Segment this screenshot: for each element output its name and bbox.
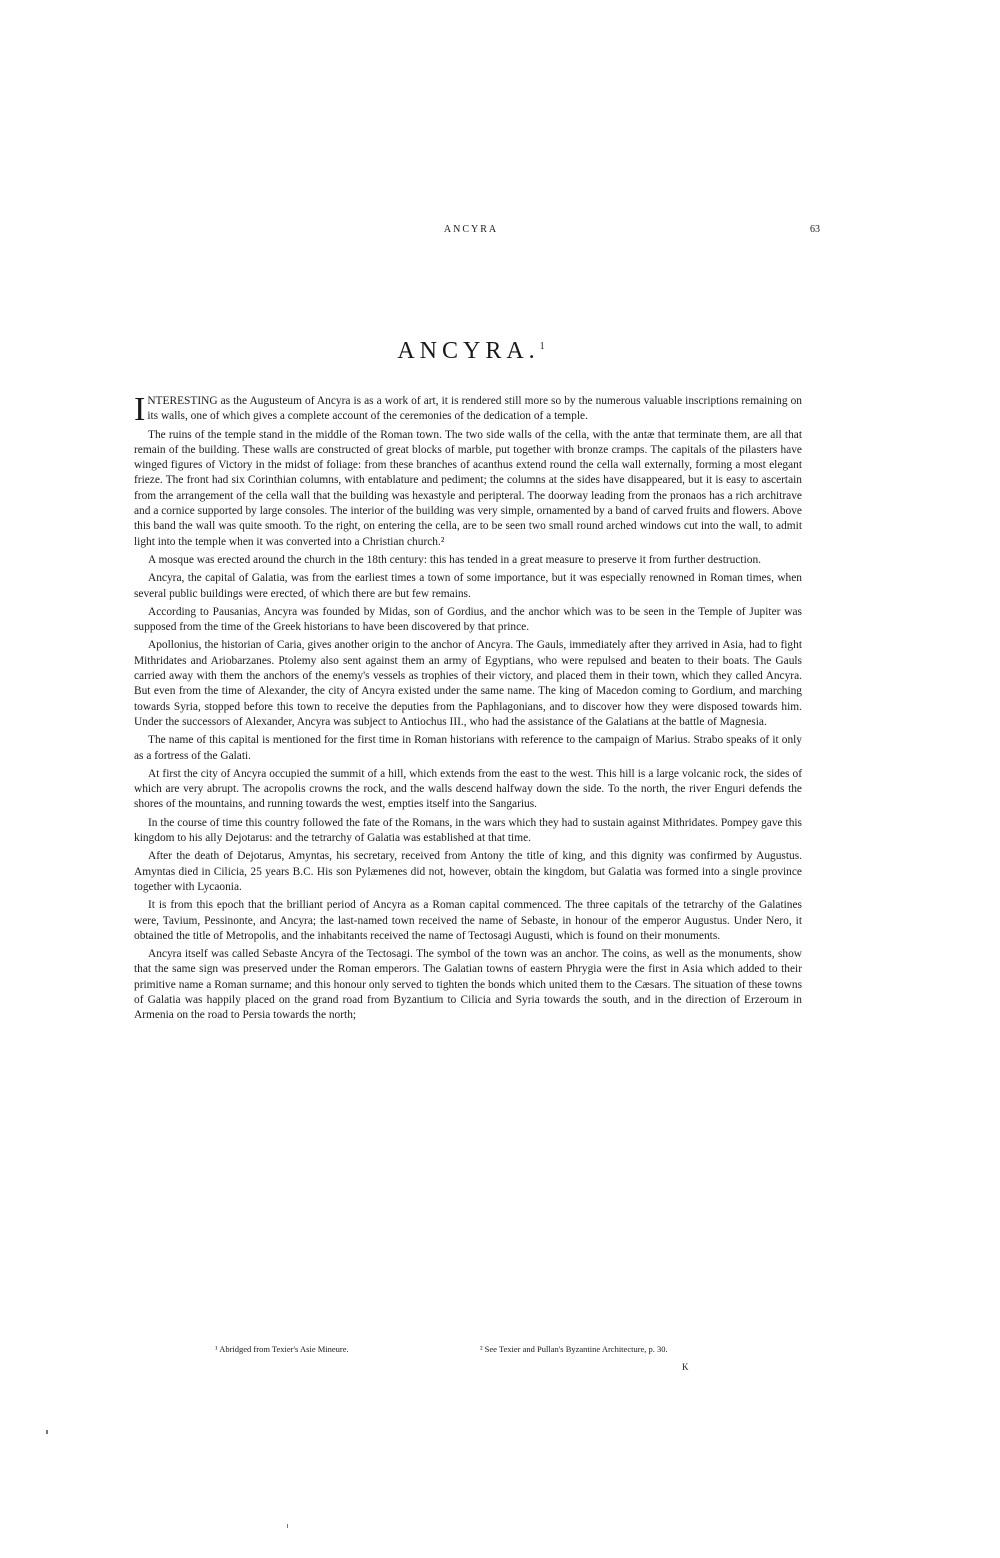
paragraph-6: Apollonius, the historian of Caria, gives another origin to the anchor of Ancyra. The Gauls, immediately after they arrived in Asia, had to fight Mithridates and Ariobarzanes. Ptolemy also sent against them an army of Egyptians, who were repulsed and beaten to their boats. The Gauls carried away with them the anchors of the enemy's vessels as trophies of their victory, and placed them in their town, which they called Ancyra. But even from the time of Alexander, the city of Ancyra existed under the same name. The king of Macedon coming to Gordium, and marching towards Syria, stopped before this town to receive the deputies from the Paphlagonians, and to discover how they were disposed towards him. Under the successors of Alexander, Ancyra was subject to Antiochus III., who had the assistance of the Galatians at the battle of Magnesia. xyxy=(134,639,802,728)
paragraph-3: A mosque was erected around the church in the 18th century: this has tended in a great measure to preserve it from further destruction. xyxy=(148,553,761,566)
paragraph-10: After the death of Dejotarus, Amyntas, his secretary, received from Antony the title of king, and this dignity was confirmed by Augustus. Amyntas died in Cilicia, 25 years B.C. His son Pylæmenes did not, however, obtain the kingdom, but Galatia was formed into a single province together with Lycaonia. xyxy=(134,850,802,893)
paragraph-1: INTERESTING as the Augusteum of Ancyra is as a work of art, it is rendered still more so by the numerous valuable inscriptions remaining on its walls, one of which gives a complete account of the ceremonies of the dedication of a temple. xyxy=(134,391,802,428)
paragraph-9: In the course of time this country followed the fate of the Romans, in the wars which they had to sustain against Mithridates. Pompey gave this kingdom to his ally Dejotarus: and the tetrarchy of Galatia was established at that time. xyxy=(134,816,802,845)
article-body xyxy=(134,391,802,1027)
footnote-2: ² See Texier and Pullan's Byzantine Architecture, p. 30. xyxy=(480,1344,668,1354)
drop-cap: I xyxy=(134,391,146,428)
footnote-1: ¹ Abridged from Texier's Asie Mineure. xyxy=(215,1344,349,1354)
scan-speck xyxy=(287,1524,288,1528)
title-text: ANCYRA. xyxy=(397,338,540,364)
paragraph-4: Ancyra, the capital of Galatia, was from the earliest times a town of some importance, but it was especially renowned in Roman times, when several public buildings were erected, of which there are but few remains. xyxy=(134,572,802,600)
title-footnote-marker: 1 xyxy=(539,341,545,352)
signature-mark: K xyxy=(682,1362,689,1372)
footnotes xyxy=(0,1344,1000,1364)
paragraph-2: The ruins of the temple stand in the middle of the Roman town. The two side walls of the cella, with the antæ that terminate them, are all that remain of the building. These walls are constructed of great blocks of marble, put together with bronze cramps. The capitals of the pilasters have winged figures of Victory in the midst of foliage: from these branches of acanthus extend round the cella wall externally, forming a most elegant frieze. The front had six Corinthian columns, with entablature and pediment; the columns at the sides have disappeared, but it is easy to ascertain from the arrangement of the cella wall that the building was hexastyle and peripteral. The doorway leading from the pronaos has a rich architrave and a cornice supported by large consoles. The interior of the building was very simple, ornamented by a band of carved fruits and flowers. Above this band the wall was quite smooth. To the right, on entering the cella, are to be seen two small round arched windows cut into the wall, to admit light into the temple when it was converted into a Christian church.² xyxy=(134,428,802,548)
running-title: ANCYRA xyxy=(443,224,499,235)
paragraph-12: Ancyra itself was called Sebaste Ancyra of the Tectosagi. The symbol of the town was an anchor. The coins, as well as the monuments, show that the same sign was preserved under the Roman emperors. The Galatian towns of eastern Phrygia were the first in Asia which added to their primitive name a Roman surname; and this honour only served to tighten the bonds which united them to the Cæsars. The situation of these towns of Galatia was happily placed on the grand road from Byzantium to Cilicia and Syria towards the south, and in the direction of Erzeroum in Armenia on the road to Persia towards the north; xyxy=(134,948,802,1022)
paragraph-11: It is from this epoch that the brilliant period of Ancyra as a Roman capital commenced. The three capitals of the tetrarchy of the Galatines were, Tavium, Pessinonte, and Ancyra; the last-named town received the name of Sebaste, in honour of the emperor Augustus. Under Nero, it obtained the title of Metropolis, and the inhabitants received the name of Tectosagi Augusti, which is found on their monuments. xyxy=(134,899,802,942)
page-title xyxy=(0,338,942,365)
paragraph-8: At first the city of Ancyra occupied the summit of a hill, which extends from the east to the west. This hill is a large volcanic rock, the sides of which are very abrupt. The acropolis crowns the rock, and the walls descend halfway down the side. To the north, the river Enguri defends the shores of the mountains, and running towards the west, empties itself into the Sangarius. xyxy=(134,767,802,811)
running-head xyxy=(0,224,1000,244)
page-number: 63 xyxy=(810,224,820,235)
scan-speck xyxy=(46,1430,48,1434)
paragraph-5: According to Pausanias, Ancyra was founded by Midas, son of Gordius, and the anchor which was to be seen in the Temple of Jupiter was supposed from the time of the Greek historians to have been discovered by that prince. xyxy=(134,605,802,634)
paragraph-7: The name of this capital is mentioned for the first time in Roman historians with reference to the campaign of Marius. Strabo speaks of it only as a fortress of the Galati. xyxy=(134,734,802,762)
